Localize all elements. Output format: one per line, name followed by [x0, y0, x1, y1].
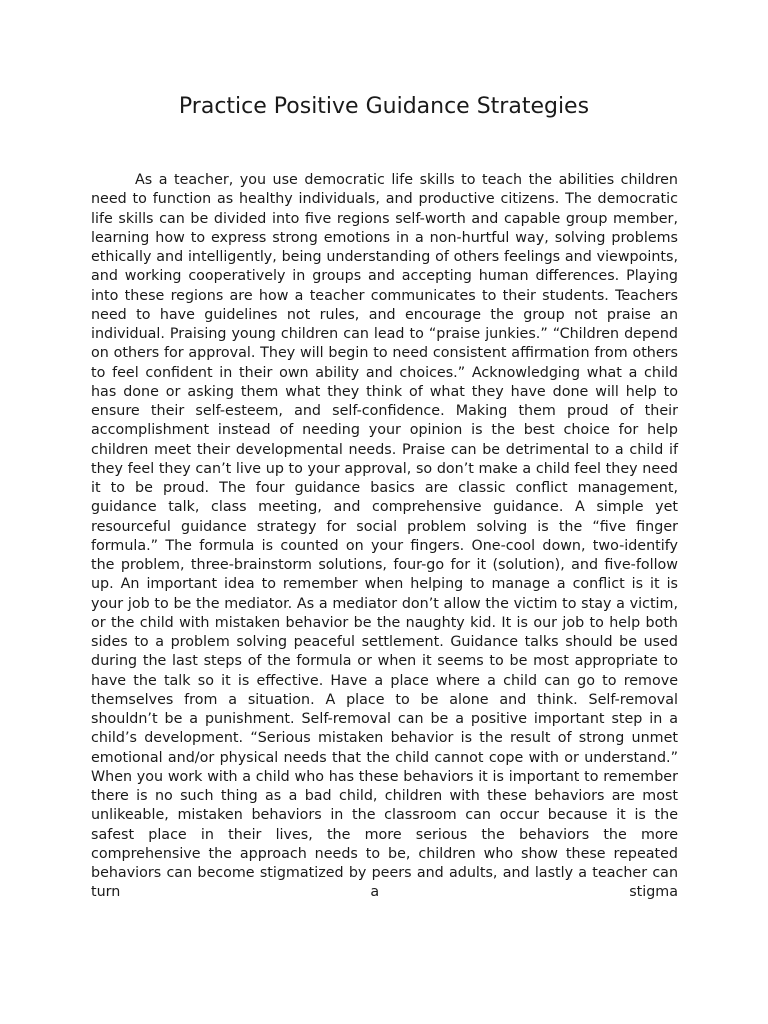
document-body-paragraph: As a teacher, you use democratic life skills to teach the abilities children need to function as healthy individuals, and productive citizens. The democratic life skills can be divided into five regions self-worth and capable group member, learning how to express strong emotions in a non-hurtful way, solving problems ethically and intelligently, being understanding of others feelings and viewpoints, and working cooperatively in groups and accepting human differences. Playing into these regions are how a teacher communicates to their students. Teachers need to have guidelines not rules, and encourage the group not praise an individual. Praising young children can lead to “praise junkies.” “Children depend on others for approval. They will begin to need consistent affirmation from others to feel confident in their own ability and choices.” Acknowledging what a child has done or asking them what they think of what they have done will help to ensure their self-esteem, and self-confidence. Making them proud of their accomplishment instead of needing your opinion is the best choice for help children meet their developmental needs. Praise can be detrimental to a child if they feel they can’t live up to your approval, so don’t make a child feel they need it to be proud. The four guidance basics are classic conflict management, guidance talk, class meeting, and comprehensive guidance. A simple yet resourceful guidance strategy for social problem solving is the “five finger formula.” The formula is counted on your fingers. One-cool down, two-identify the problem, three-brainstorm solutions, four-go for it (solution), and five-follow up. An important idea to remember when helping to manage a conflict is it is your job to be the mediator. As a mediator don’t allow the victim to stay a victim, or the child with mistaken behavior be the naughty kid. It is our job to help both sides to a problem solving peaceful settlement. Guidance talks should be used during the last steps of the formula or when it seems to be most appropriate to have the talk so it is effective. Have a place where a child can go to remove themselves from a situation. A place to be alone and think. Self-removal shouldn’t be a punishment. Self-removal can be a positive important step in a child’s development. “Serious mistaken behavior is the result of strong unmet emotional and/or physical needs that the child cannot cope with or understand.” When you work with a child who has these behaviors it is important to remember there is no such thing as a bad child, children with these behaviors are most unlikeable, mistaken behaviors in the classroom can occur because it is the safest place in their lives, the more serious the behaviors the more comprehensive the approach needs to be, children who show these repeated behaviors can become stigmatized by peers and adults, and lastly a teacher can turn a stigma — [91, 172, 678, 901]
document-title: Practice Positive Guidance Strategies — [178, 94, 590, 119]
